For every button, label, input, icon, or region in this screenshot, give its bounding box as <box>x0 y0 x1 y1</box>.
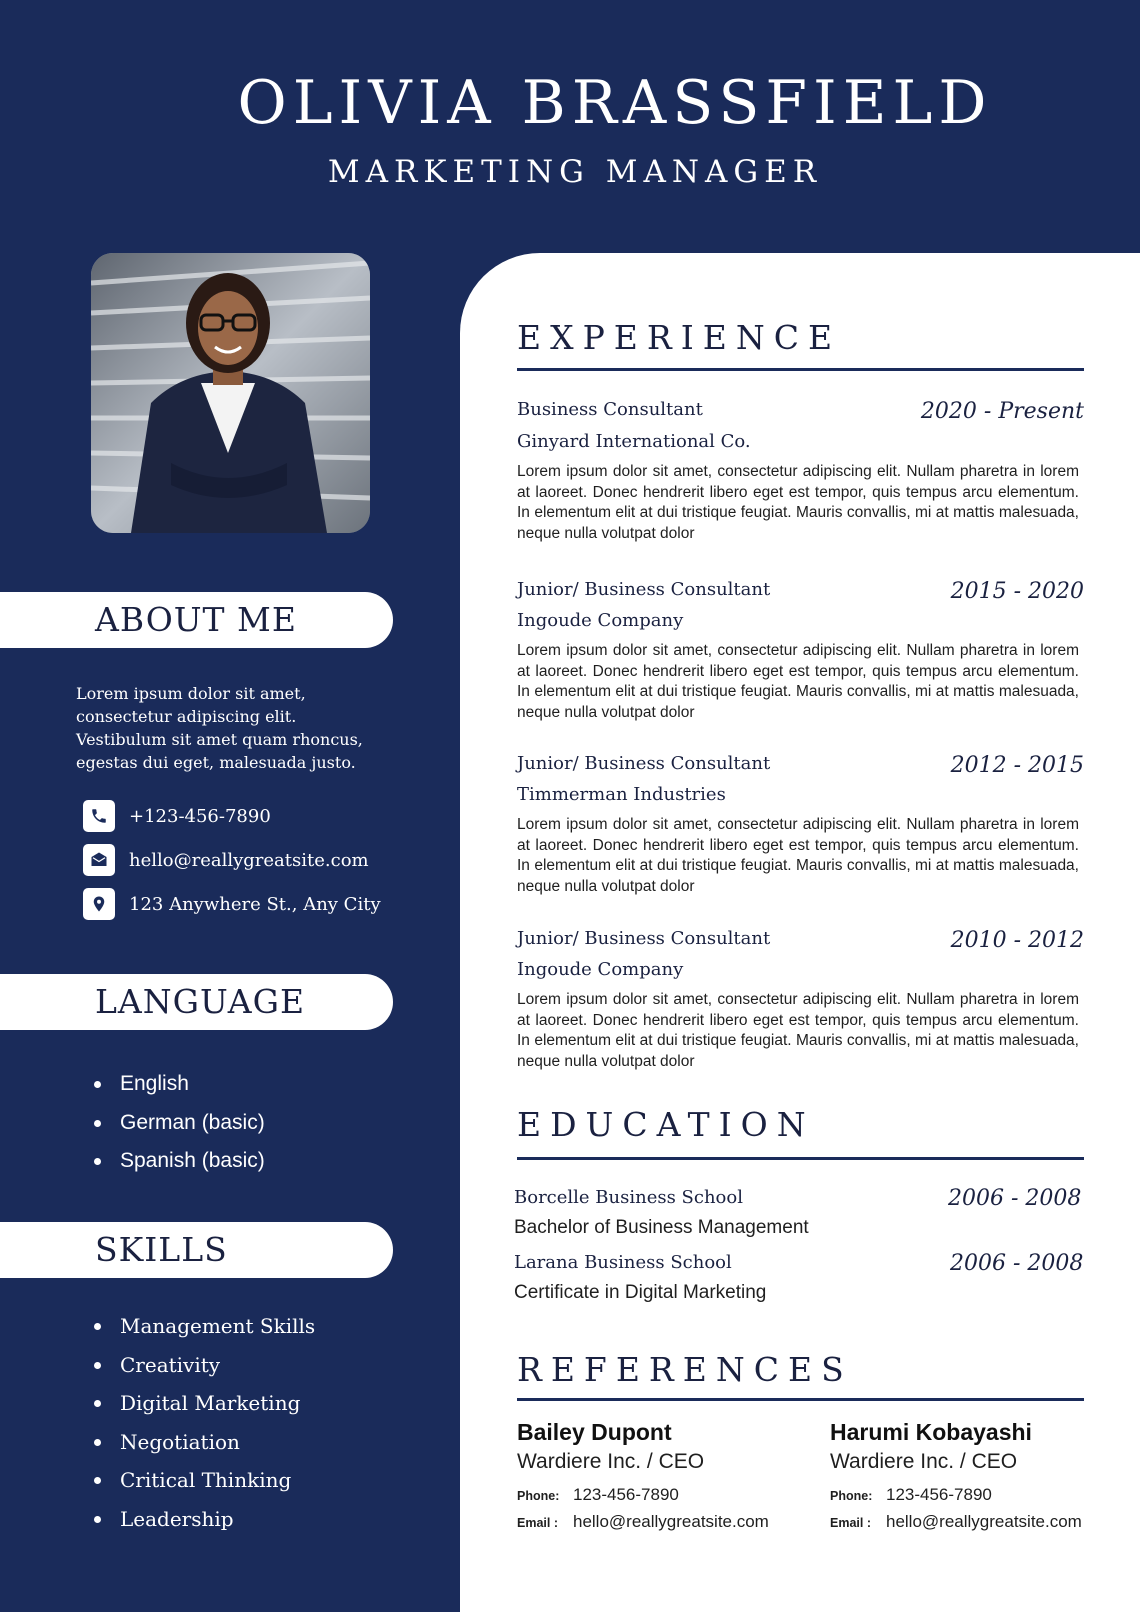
job-description: Lorem ipsum dolor sit amet, consectetur adipiscing elit. Nullam pharetra in lorem at laoreet. Donec hendrerit libero eget est tempor, quis tempus arcu elementum. In elementum elit at dui tristique feugiat. Mauris convallis, mi at mattis malesuada, neque nulla volutpat dolor <box>517 816 1079 895</box>
about-text: Lorem ipsum dolor sit amet, consectetur adipiscing elit. Vestibulum sit amet quam rhoncus, egestas dui eget, malesuada justo. <box>76 684 363 772</box>
reference-email-value[interactable]: hello@reallygreatsite.com <box>886 1512 1082 1531</box>
profile-photo-illustration <box>91 253 370 533</box>
edu-dates: 2006 - 2008 <box>950 1251 1084 1276</box>
profile-photo <box>91 253 370 533</box>
job-company: Timmerman Industries <box>517 784 726 805</box>
reference-name: Harumi Kobayashi <box>830 1419 1032 1445</box>
language-list <box>92 1065 265 1181</box>
skill-item: Critical Thinking <box>92 1461 315 1500</box>
about-title: ABOUT ME <box>95 600 297 639</box>
edu-dates: 2006 - 2008 <box>948 1186 1082 1211</box>
skills-title: SKILLS <box>95 1230 228 1269</box>
contact-phone-text: +123-456-7890 <box>129 805 271 827</box>
phone-label: Phone: <box>517 1489 560 1503</box>
references-divider <box>517 1398 1084 1401</box>
references-title: REFERENCES <box>517 1350 853 1389</box>
reference-card <box>830 1419 1120 1536</box>
language-title: LANGUAGE <box>95 982 306 1021</box>
reference-phone <box>830 1485 1120 1509</box>
contact-email <box>83 844 369 876</box>
reference-email <box>517 1512 807 1536</box>
edu-school: Borcelle Business School <box>514 1187 743 1208</box>
job-title: Junior/ Business Consultant <box>517 753 771 774</box>
job-dates: 2012 - 2015 <box>950 753 1084 778</box>
edu-school: Larana Business School <box>514 1252 732 1273</box>
reference-name: Bailey Dupont <box>517 1419 672 1445</box>
skills-list <box>92 1307 315 1539</box>
education-divider <box>517 1157 1084 1160</box>
experience-title: EXPERIENCE <box>517 318 842 357</box>
reference-email <box>830 1512 1120 1536</box>
email-label: Email : <box>830 1516 871 1530</box>
education-title: EDUCATION <box>517 1105 815 1144</box>
contact-phone <box>83 800 271 832</box>
reference-phone-value: 123-456-7890 <box>573 1485 679 1504</box>
candidate-name: OLIVIA BRASSFIELD <box>237 68 993 138</box>
skill-item: Leadership <box>92 1500 315 1539</box>
edu-degree: Bachelor of Business Management <box>514 1217 809 1238</box>
reference-card <box>517 1419 807 1536</box>
contact-email-text[interactable]: hello@reallygreatsite.com <box>129 849 369 871</box>
reference-phone-value: 123-456-7890 <box>886 1485 992 1504</box>
job-company: Ginyard International Co. <box>517 431 751 452</box>
candidate-role: MARKETING MANAGER <box>327 154 823 190</box>
skill-item: Management Skills <box>92 1307 315 1346</box>
phone-icon <box>83 800 115 832</box>
job-dates: 2015 - 2020 <box>950 579 1084 604</box>
language-item: German (basic) <box>92 1104 265 1143</box>
job-description: Lorem ipsum dolor sit amet, consectetur adipiscing elit. Nullam pharetra in lorem at laoreet. Donec hendrerit libero eget est tempor, quis tempus arcu elementum. In elementum elit at dui tristique feugiat. Mauris convallis, mi at mattis malesuada, neque nulla volutpat dolor <box>517 463 1079 542</box>
reference-role: Wardiere Inc. / CEO <box>517 1450 705 1473</box>
job-company: Ingoude Company <box>517 610 684 631</box>
email-icon <box>83 844 115 876</box>
skill-item: Digital Marketing <box>92 1384 315 1423</box>
phone-label: Phone: <box>830 1489 873 1503</box>
job-description: Lorem ipsum dolor sit amet, consectetur adipiscing elit. Nullam pharetra in lorem at laoreet. Donec hendrerit libero eget est tempor, quis tempus arcu elementum. In elementum elit at dui tristique feugiat. Mauris convallis, mi at mattis malesuada, neque nulla volutpat dolor <box>517 991 1079 1070</box>
reference-email-value[interactable]: hello@reallygreatsite.com <box>573 1512 769 1531</box>
skill-item: Negotiation <box>92 1423 315 1462</box>
reference-role: Wardiere Inc. / CEO <box>830 1450 1018 1473</box>
edu-degree: Certificate in Digital Marketing <box>514 1282 767 1303</box>
skill-item: Creativity <box>92 1346 315 1385</box>
language-section-header <box>0 974 393 1030</box>
language-item: English <box>92 1065 265 1104</box>
email-label: Email : <box>517 1516 558 1530</box>
job-dates: 2010 - 2012 <box>950 928 1084 953</box>
about-section-header <box>0 592 393 648</box>
job-dates: 2020 - Present <box>920 399 1084 424</box>
job-description: Lorem ipsum dolor sit amet, consectetur adipiscing elit. Nullam pharetra in lorem at laoreet. Donec hendrerit libero eget est tempor, quis tempus arcu elementum. In elementum elit at dui tristique feugiat. Mauris convallis, mi at mattis malesuada, neque nulla volutpat dolor <box>517 642 1079 721</box>
contact-address <box>83 888 381 920</box>
job-title: Junior/ Business Consultant <box>517 928 771 949</box>
job-company: Ingoude Company <box>517 959 684 980</box>
language-item: Spanish (basic) <box>92 1142 265 1181</box>
contact-address-text: 123 Anywhere St., Any City <box>129 893 381 915</box>
job-title: Junior/ Business Consultant <box>517 579 771 600</box>
experience-divider <box>517 368 1084 371</box>
job-title: Business Consultant <box>517 399 703 420</box>
skills-section-header <box>0 1222 393 1278</box>
location-pin-icon <box>83 888 115 920</box>
reference-phone <box>517 1485 807 1509</box>
